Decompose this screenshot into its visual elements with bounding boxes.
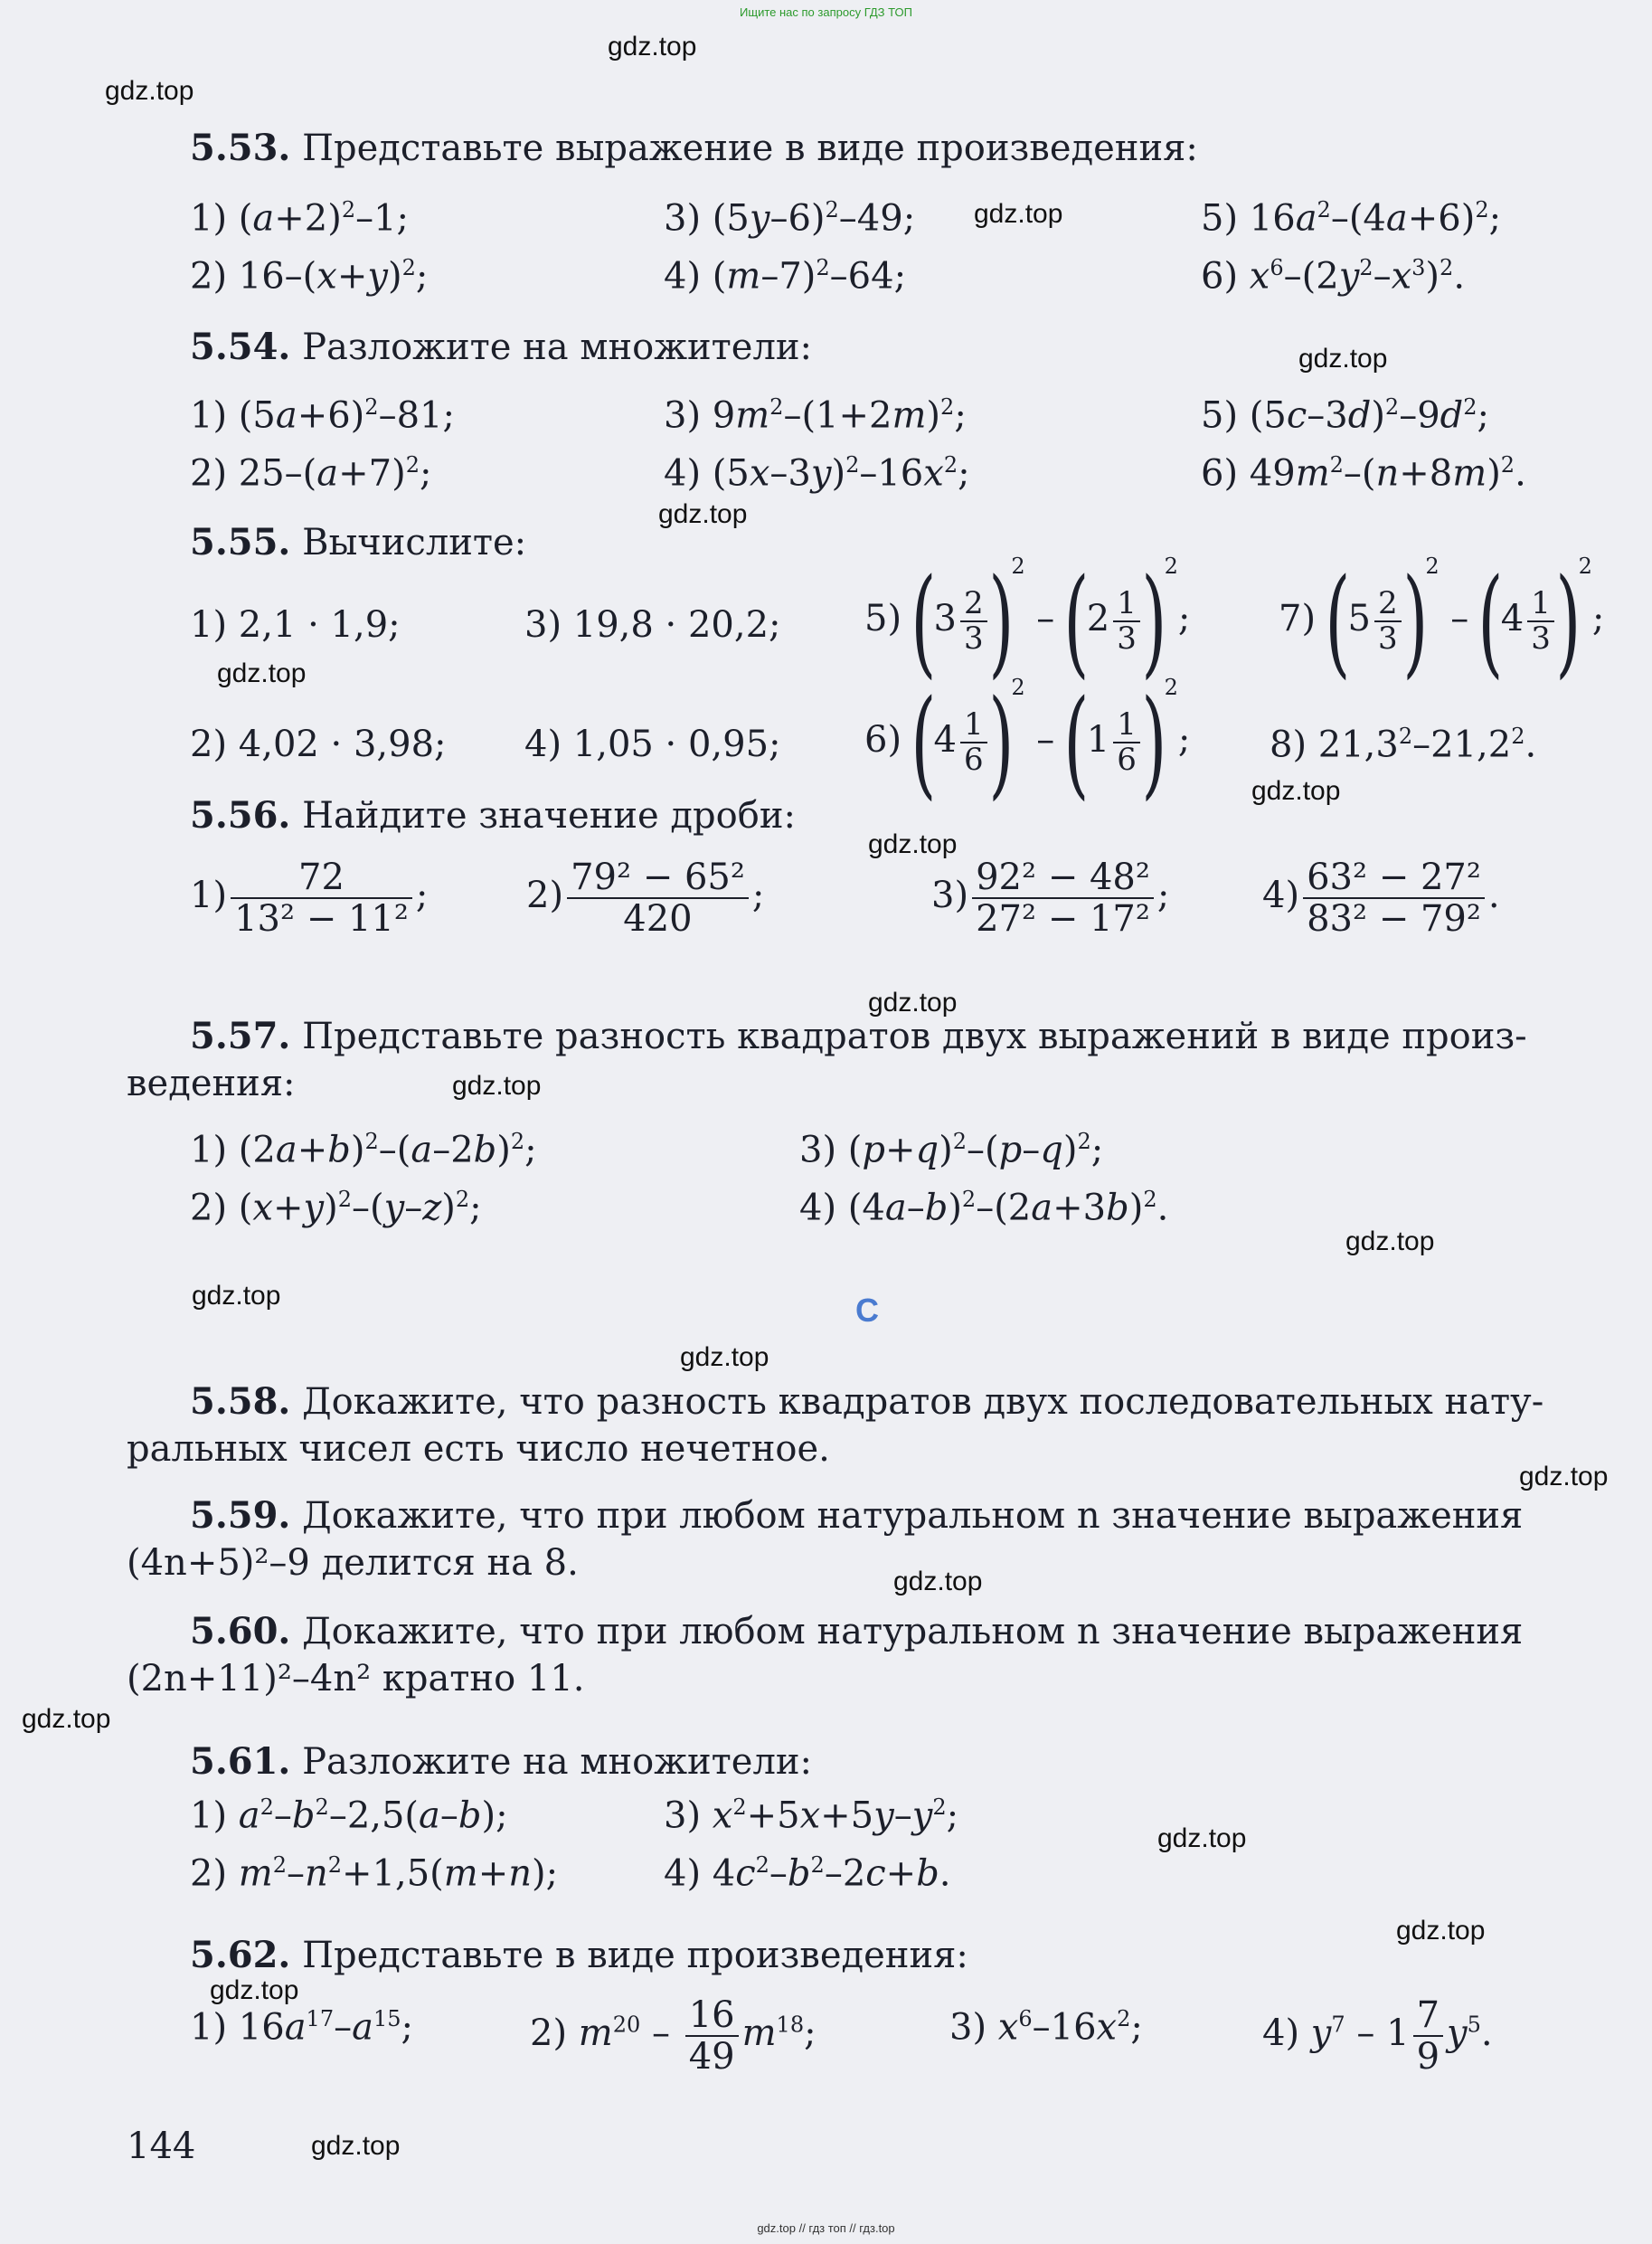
expr-5-55-2: 2) 4,02 · 3,98; — [190, 724, 447, 765]
expr-5-55-7: 7) (5 $\frac{2}{3}$ )$^2$ – (4 $\frac{1}{3}$ )$^2$; — [1279, 553, 1605, 690]
expr-5-57-1: 1) $(2a+b)^2-(a-2b)^2$; — [190, 1129, 537, 1171]
problem-5-62-heading: 5.62. Представьте в виде произведения: — [190, 1934, 968, 1976]
watermark: gdz.top — [658, 499, 748, 529]
expr-5-54-3: 3) $9m^2-(1+2m)^2$; — [664, 394, 967, 437]
expr-5-55-6: 6) (4 $\frac{1}{6}$ )$^2$ – (1 $\frac{1}{6}$ )$^2$; — [864, 674, 1191, 811]
expr-5-56-4: 4) $\frac{\text{63² − 27²}}{\text{83² − 79²}}$ . — [1262, 857, 1500, 940]
section-marker-c: C — [855, 1292, 879, 1329]
watermark: gdz.top — [452, 1071, 542, 1101]
watermark: gdz.top — [868, 829, 958, 859]
expr-5-54-5: 5) $(5c-3d)^2-9d^2$; — [1201, 394, 1490, 437]
expr-5-57-2: 2) $(x+y)^2-(y-z)^2$; — [190, 1187, 482, 1229]
expr-5-53-5: 5) $16a^2-(4a+6)^2$; — [1201, 197, 1502, 240]
expr-5-61-2: 2) $m^2-n^2+1,5(m+n)$; — [190, 1852, 559, 1895]
expr-5-55-1: 1) 2,1 · 1,9; — [190, 604, 401, 646]
watermark: gdz.top — [1298, 344, 1388, 374]
expr-5-53-3: 3) $(5y-6)^2-49$; — [664, 197, 916, 240]
watermark: gdz.top — [893, 1567, 983, 1596]
watermark: gdz.top — [680, 1342, 769, 1372]
expr-5-57-3: 3) $(p+q)^2-(p-q)^2$; — [799, 1129, 1104, 1171]
watermark: gdz.top — [1251, 776, 1341, 806]
problem-5-56-heading: 5.56. Найдите значение дроби: — [190, 794, 796, 837]
watermark: gdz.top — [217, 658, 307, 688]
expr-5-53-2: 2) $16-(x+y)^2$; — [190, 255, 429, 298]
watermark: gdz.top — [868, 988, 958, 1018]
problem-5-59-text: 5.59. Докажите, что при любом натуральном n значение выражения (4n+5)²–9 делится на 8. — [127, 1494, 1524, 1584]
expr-5-54-6: 6) $49m^2-(n+8m)^2$. — [1201, 452, 1526, 495]
watermark: gdz.top — [210, 1975, 299, 2005]
expr-5-61-1: 1) $a^2-b^2-2,5(a-b)$; — [190, 1794, 508, 1837]
expr-5-56-1: 1) $\frac{72}{\text{13² − 11²}}$ ; — [190, 857, 429, 940]
expr-5-53-6: 6) $x^6-(2y^2-x^3)^2$. — [1201, 255, 1466, 298]
problem-5-60-text: 5.60. Докажите, что при любом натуральном n значение выражения (2n+11)²–4n² кратно 11. — [127, 1610, 1524, 1700]
watermark: gdz.top — [1519, 1462, 1609, 1491]
problem-5-58-text: 5.58. Докажите, что разность квадратов двух последовательных нату- ральных чисел есть число нечетное. — [127, 1380, 1544, 1470]
expr-5-57-4: 4) $(4a-b)^2-(2a+3b)^2$. — [799, 1187, 1169, 1229]
expr-5-62-2: 2) $m^{20}$ – $\frac{16}{49}$ $m^{18}$; — [530, 1994, 817, 2078]
problem-5-55-heading: 5.55. Вычислите: — [190, 521, 527, 563]
expr-5-55-3: 3) 19,8 · 20,2; — [524, 604, 781, 646]
expr-5-62-1: 1) $16a^{17}-a^{15}$; — [190, 2006, 413, 2049]
page-number: 144 — [127, 2126, 196, 2167]
watermark: gdz.top — [974, 199, 1063, 229]
expr-5-61-3: 3) $x^2+5x+5y-y^2$; — [664, 1794, 959, 1837]
expr-5-55-5: 5) (3 $\frac{2}{3}$ )$^2$ – (2 $\frac{1}{3}$ )$^2$; — [864, 553, 1191, 690]
problem-5-57-text: 5.57. Представьте разность квадратов двух выражений в виде произ- ведения: — [127, 1015, 1527, 1104]
bottom-banner: gdz.top // гдз топ // гдз.top — [757, 2221, 895, 2235]
expr-5-62-3: 3) $x^6-16x^2$; — [949, 2006, 1143, 2049]
watermark: gdz.top — [311, 2131, 401, 2161]
problem-5-54-heading: 5.54. Разложите на множители: — [190, 326, 812, 368]
expr-5-62-4: 4) $y^7 - 1$ $\frac{7}{9}$ $y^5$. — [1262, 1994, 1493, 2078]
watermark: gdz.top — [608, 32, 697, 62]
expr-5-61-4: 4) $4c^2-b^2-2c+b$. — [664, 1852, 951, 1895]
expr-5-56-2: 2) $\frac{\text{79² − 65²}}{420}$ ; — [526, 857, 765, 940]
watermark: gdz.top — [22, 1704, 111, 1734]
watermark: gdz.top — [105, 76, 194, 106]
expr-5-54-4: 4) $(5x-3y)^2-16x^2$; — [664, 452, 970, 495]
expr-5-56-3: 3) $\frac{\text{92² − 48²}}{\text{27² − 17²}}$ ; — [931, 857, 1170, 940]
expr-5-54-2: 2) $25-(a+7)^2$; — [190, 452, 432, 495]
watermark: gdz.top — [192, 1281, 281, 1311]
watermark: gdz.top — [1157, 1823, 1247, 1853]
expr-5-55-8: 8) 21,3$^2$–21,2$^2$. — [1270, 724, 1537, 766]
expr-5-53-1: 1) $(a+2)^2-1$; — [190, 197, 410, 240]
watermark: gdz.top — [1396, 1916, 1486, 1946]
problem-5-53-heading: 5.53. Представьте выражение в виде произведения: — [190, 127, 1198, 169]
expr-5-53-4: 4) $(m-7)^2-64$; — [664, 255, 907, 298]
watermark: gdz.top — [1345, 1226, 1435, 1256]
expr-5-55-4: 4) 1,05 · 0,95; — [524, 724, 781, 765]
expr-5-54-1: 1) $(5a+6)^2-81$; — [190, 394, 455, 437]
problem-5-61-heading: 5.61. Разложите на множители: — [190, 1740, 812, 1783]
top-banner: Ищите нас по запросу ГДЗ ТОП — [740, 5, 912, 19]
